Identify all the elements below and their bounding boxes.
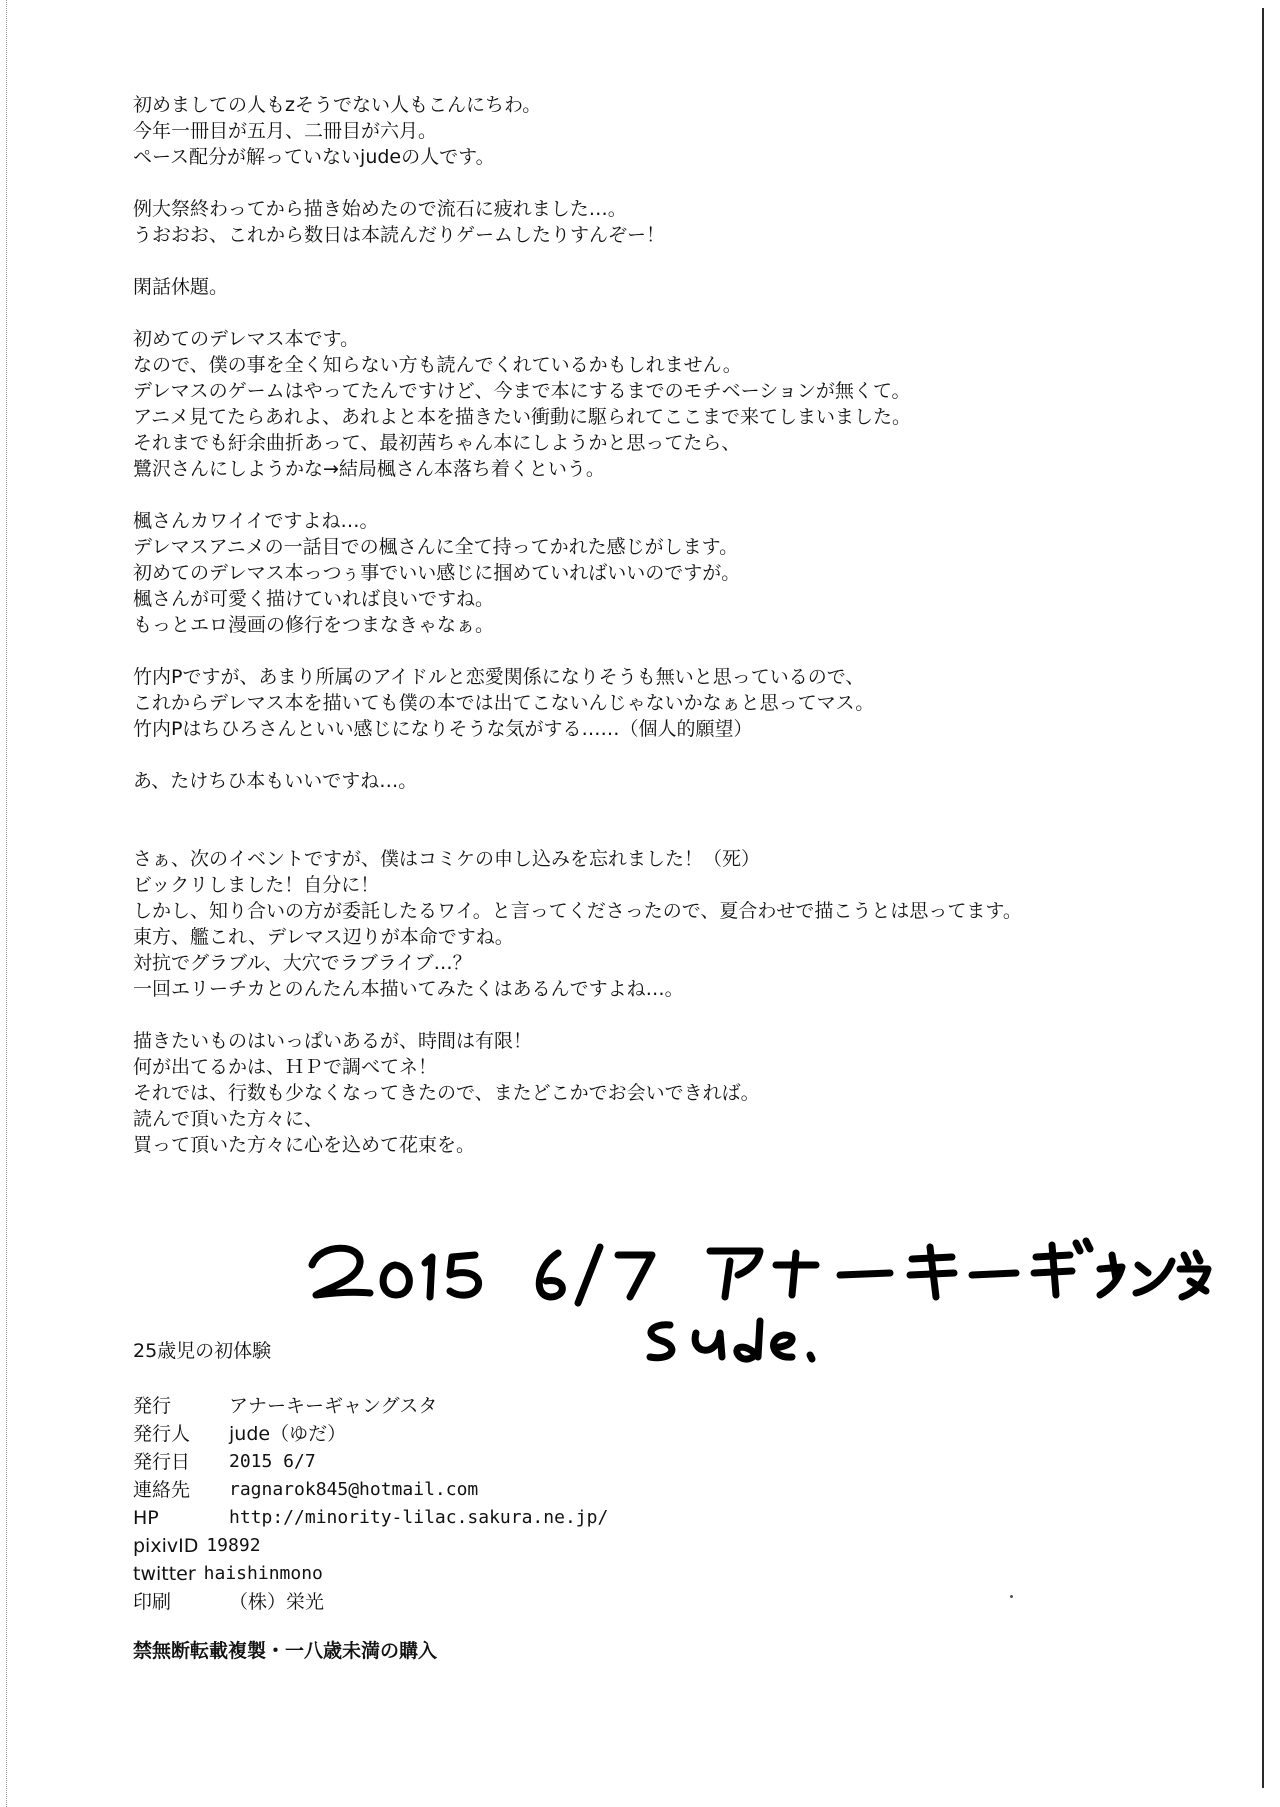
afterword-paragraph	[133, 664, 1133, 742]
colophon-value: ragnarok845@hotmail.com	[229, 1479, 479, 1500]
afterword-paragraph	[133, 196, 1133, 248]
colophon-label: pixivID	[133, 1535, 199, 1557]
afterword-line: 今年一冊目が五月、二冊目が六月。	[133, 120, 438, 142]
afterword-line: 例大祭終わってから描き始めたので流石に疲れました…。	[133, 198, 627, 220]
scan-speck	[1010, 1595, 1013, 1598]
afterword-line: 東方、艦これ、デレマス辺りが本命ですね。	[133, 926, 514, 948]
afterword-line: ペース配分が解っていないjudeの人です。	[133, 146, 495, 168]
afterword-line: しかし、知り合いの方が委託したるワイ。と言ってくださったので、夏合わせで描こうとは思ってます。	[133, 900, 1022, 922]
afterword-paragraph	[133, 92, 1133, 170]
colophon-value: http://minority-lilac.sakura.ne.jp/	[229, 1507, 609, 1528]
afterword-line: 閑話休題。	[133, 276, 229, 298]
afterword-text	[133, 92, 1133, 1184]
page-scan-edge-right	[1262, 8, 1264, 1788]
colophon-row-hp	[133, 1504, 833, 1532]
colophon-value: 2015 6/7	[229, 1451, 316, 1472]
afterword-line: ビックリしました！自分に！	[133, 874, 380, 896]
afterword-paragraph	[133, 1028, 1133, 1158]
afterword-line: あ、たけちひ本もいいですね…。	[133, 770, 418, 792]
colophon-label: 発行	[133, 1395, 172, 1417]
colophon-label: 連絡先	[133, 1479, 191, 1501]
afterword-paragraph	[133, 768, 1133, 794]
afterword-line: 何が出てるかは、ＨＰで調べてネ！	[133, 1056, 438, 1078]
afterword-paragraph	[133, 326, 1133, 482]
afterword-line: それでは、行数も少なくなってきたので、またどこかでお会いできれば。	[133, 1082, 760, 1104]
afterword-line: さぁ、次のイベントですが、僕はコミケの申し込みを忘れました！（死）	[133, 848, 761, 870]
afterword-line: 竹内Pですが、あまり所属のアイドルと恋愛関係になりそうも無いと思っているので、	[133, 666, 865, 688]
colophon-label: twitter	[133, 1563, 196, 1585]
afterword-line: デレマスアニメの一話目での楓さんに全て持ってかれた感じがします。	[133, 536, 739, 558]
colophon-value: （株）栄光	[229, 1591, 325, 1613]
colophon-row-twitter	[133, 1560, 833, 1588]
book-title: 25歳児の初体験	[133, 1340, 272, 1362]
afterword-line: もっとエロ漫画の修行をつまなきゃなぁ。	[133, 614, 495, 636]
signature-drawing	[300, 1225, 1220, 1375]
colophon-label: 発行人	[133, 1423, 191, 1445]
colophon-value: アナーキーギャングスタ	[229, 1395, 438, 1417]
colophon-row-pixiv	[133, 1532, 833, 1560]
afterword-paragraph	[133, 274, 1133, 300]
colophon-label: HP	[133, 1507, 159, 1529]
colophon-value: haishinmono	[203, 1563, 323, 1584]
afterword-line: 初めてのデレマス本です。	[133, 328, 360, 350]
afterword-line: 初めましての人もzそうでない人もこんにちわ。	[133, 94, 542, 116]
afterword-line: 初めてのデレマス本っつぅ事でいい感じに掴めていればいいのですが。	[133, 562, 741, 584]
afterword-line: デレマスのゲームはやってたんですけど、今まで本にするまでのモチベーションが無くて。	[133, 380, 911, 402]
afterword-paragraph	[133, 846, 1133, 1002]
colophon-row-contact	[133, 1476, 833, 1504]
afterword-line: 楓さんが可愛く描けていれば良いですね。	[133, 588, 495, 610]
afterword-line: 買って頂いた方々に心を込めて花束を。	[133, 1134, 476, 1156]
colophon-row-print	[133, 1588, 833, 1616]
colophon-row-date	[133, 1448, 833, 1476]
afterword-line: なので、僕の事を全く知らない方も読んでくれているかもしれません。	[133, 354, 742, 376]
colophon-label: 発行日	[133, 1451, 191, 1473]
afterword-line: これからデレマス本を描いても僕の本では出てこないんじゃないかなぁと思ってマス。	[133, 692, 875, 714]
afterword-line: それまでも紆余曲折あって、最初茜ちゃん本にしようかと思ってたら、	[133, 432, 741, 454]
colophon-row-issuer	[133, 1420, 833, 1448]
page-scan-edge-left	[6, 0, 11, 1807]
colophon-label: 印刷	[133, 1591, 172, 1613]
afterword-line: 読んで頂いた方々に、	[133, 1108, 324, 1130]
afterword-line: 楓さんカワイイですよね…。	[133, 510, 379, 532]
afterword-line: うおおお、これから数日は本読んだりゲームしたりすんぞー！	[133, 224, 666, 246]
colophon-row-publisher	[133, 1392, 833, 1420]
afterword-line: 鷺沢さんにしようかな→結局楓さん本落ち着くという。	[133, 458, 605, 480]
colophon-value: jude（ゆだ）	[229, 1423, 347, 1445]
afterword-line: 一回エリーチカとのんたん本描いてみたくはあるんですよね…。	[133, 978, 684, 1000]
afterword-line: 対抗でグラブル、大穴でラブライブ…？	[133, 952, 472, 974]
afterword-line: アニメ見てたらあれよ、あれよと本を描きたい衝動に駆られてここまで来てしまいました。	[133, 406, 912, 428]
afterword-line: 竹内Pはちひろさんといい感じになりそうな気がする……（個人的願望）	[133, 718, 753, 740]
colophon	[133, 1392, 833, 1616]
colophon-value: 19892	[206, 1535, 261, 1556]
copyright-notice: 禁無断転載複製・一八歳未満の購入	[133, 1640, 438, 1662]
afterword-paragraph	[133, 508, 1133, 638]
handwritten-signature	[300, 1225, 1220, 1375]
afterword-line: 描きたいものはいっぱいあるが、時間は有限！	[133, 1030, 533, 1052]
